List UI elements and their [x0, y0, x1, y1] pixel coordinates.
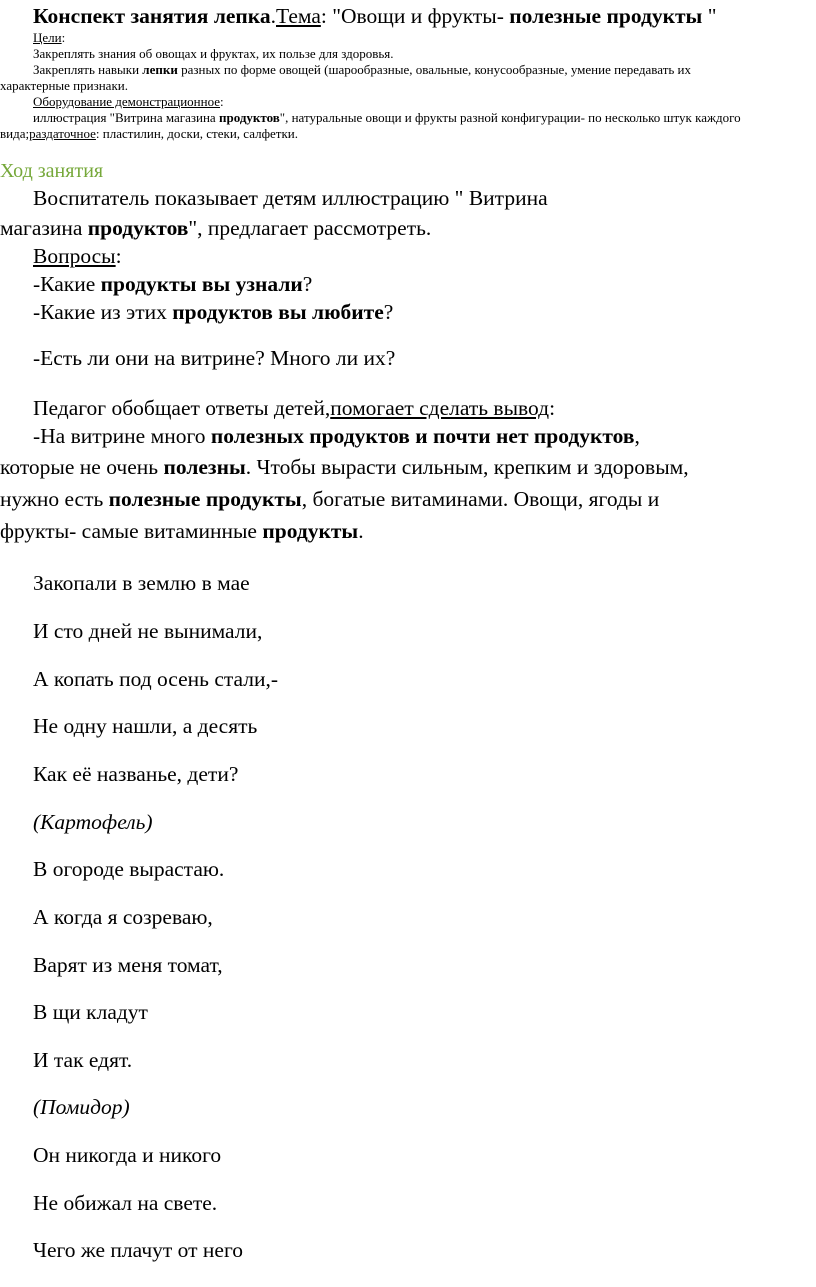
question-2: -Какие из этих продуктов вы любите?	[33, 300, 394, 324]
handout-label: раздаточное	[29, 126, 96, 141]
goals-label-line: Цели:	[33, 30, 66, 45]
riddle-line: И сто дней не вынимали,	[33, 619, 263, 643]
summary-line-2: -На витрине много полезных продуктов и почти нет продуктов,	[33, 424, 640, 448]
riddle-line: Чего же плачут от него	[33, 1238, 243, 1262]
riddle-line: В огороде вырастаю.	[33, 857, 225, 881]
riddle-line: В щи кладут	[33, 1000, 148, 1024]
questions-label-line: Вопросы:	[33, 244, 122, 268]
theme-bold: полезные продукты	[509, 4, 703, 28]
summary-line-1: Педагог обобщает ответы детей,помогает сделать вывод:	[33, 396, 556, 420]
riddle-line: Как её названье, дети?	[33, 762, 239, 786]
document-title: Конспект занятия лепка	[33, 4, 271, 28]
riddle-line: Он никогда и никого	[33, 1143, 222, 1167]
summary-line-5: фрукты- самые витаминные продукты.	[0, 519, 364, 543]
riddle-line: Не одну нашли, а десять	[33, 714, 258, 738]
equipment-line-2: вида;раздаточное: пластилин, доски, стеки, салфетки.	[0, 126, 298, 141]
intro-line-2: магазина продуктов", предлагает рассмотреть.	[0, 216, 432, 240]
title-line: Конспект занятия лепка.Тема: "Овощи и фрукты- полезные продукты "	[33, 4, 717, 28]
intro-line-1: Воспитатель показывает детям иллюстрацию " Витрина	[33, 186, 548, 210]
riddle-line: А копать под осень стали,-	[33, 667, 279, 691]
questions-label: Вопросы	[33, 244, 116, 268]
riddle-line: Закопали в землю в мае	[33, 571, 250, 595]
riddle-answer: (Помидор)	[33, 1095, 130, 1119]
section-heading: Ход занятия	[0, 160, 104, 182]
equipment-demo-label: Оборудование демонстрационное	[33, 94, 221, 109]
riddle-answer: (Картофель)	[33, 810, 153, 834]
question-1: -Какие продукты вы узнали?	[33, 272, 313, 296]
equipment-label-line: Оборудование демонстрационное:	[33, 94, 224, 109]
theme-label: Тема	[276, 4, 321, 28]
riddle-line: А когда я созреваю,	[33, 905, 213, 929]
riddle-line: Варят из меня томат,	[33, 953, 223, 977]
riddle-line: И так едят.	[33, 1048, 133, 1072]
goals-line-1: Закреплять знания об овощах и фруктах, их пользе для здоровья.	[33, 46, 394, 61]
question-3: -Есть ли они на витрине? Много ли их?	[33, 346, 396, 370]
goals-line-3: характерные признаки.	[0, 78, 128, 93]
summary-line-3: которые не очень полезны. Чтобы вырасти сильным, крепким и здоровым,	[0, 455, 689, 479]
riddle-line: Не обижал на свете.	[33, 1191, 218, 1215]
goals-label: Цели	[33, 30, 62, 45]
goals-line-2: Закреплять навыки лепки разных по форме овощей (шарообразные, овальные, конусообразные, умение передавать их	[33, 62, 692, 77]
summary-line-4: нужно есть полезные продукты, богатые витаминами. Овощи, ягоды и	[0, 487, 660, 511]
equipment-line-1: иллюстрация "Витрина магазина продуктов", натуральные овощи и фрукты разной конфигурации- по несколько штук каждого	[33, 110, 741, 125]
